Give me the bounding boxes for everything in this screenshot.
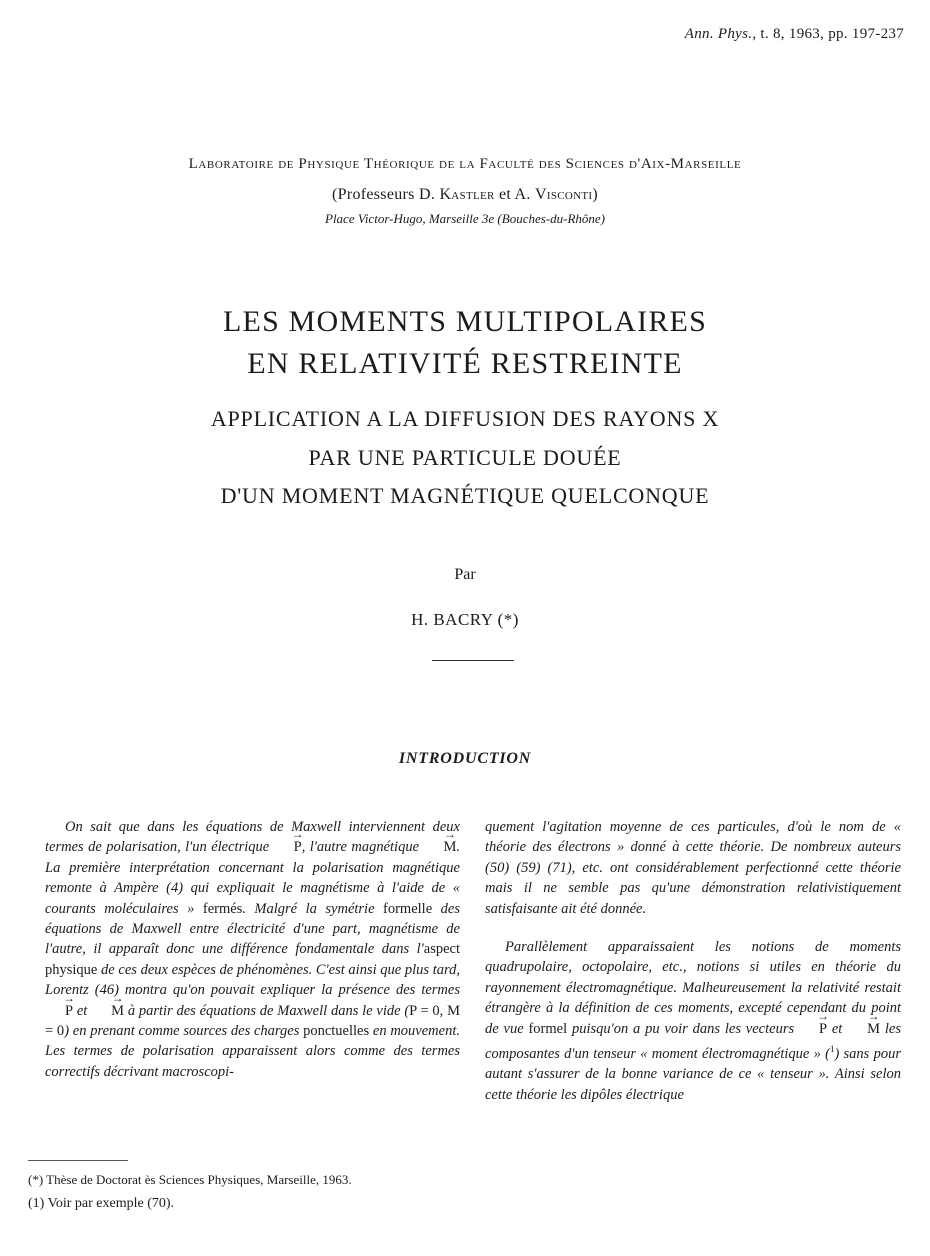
vector-P: → P (274, 837, 302, 857)
text-run: ) en prenant comme sources des charges (64, 1023, 304, 1040)
text-run: ) sans pour autant s'assurer de la bonne variance de ce « tenseur ». Ainsi selon cette théorie les dipôles électrique (485, 1045, 901, 1103)
text-run: Parallèlement apparaissaient les notions de moments quadrupolaire, octopolaire, etc., notions si utiles en théorie du rayonnement électromagnétique. Malheureusement la relativité restait étrangère à la définition de ces moments, excepté cependant du point de vue (485, 939, 901, 1037)
footnote-separator (28, 1160, 128, 1161)
title-separator (432, 660, 514, 661)
text-run: et (73, 1002, 92, 1019)
text-run: formelle (383, 900, 433, 917)
text-run: de ces deux espèces de phénomènes. C'est ainsi que plus tard, Lorentz (46) montra qu'on pouvait expliquer la présence des termes (45, 961, 460, 999)
title-line-1: LES MOMENTS MULTIPOLAIRES (223, 305, 707, 338)
text-run: , l'autre magnétique (301, 839, 424, 856)
body-column-right (485, 817, 901, 1105)
text-run: fermés (202, 900, 243, 917)
professor-kastler: Kastler (439, 186, 495, 203)
byline-par: Par (454, 566, 476, 583)
paragraph (45, 817, 460, 1082)
title-line-2: EN RELATIVITÉ RESTREINTE (247, 347, 683, 380)
vector-M: → M (847, 1019, 880, 1039)
text-run: les composantes d'un tenseur « moment électromagnétique » ( (485, 1020, 901, 1062)
vector-M: → M (91, 1001, 124, 1021)
professors-prefix: (Professeurs D. (332, 186, 440, 203)
laboratory-name: Laboratoire de Physique Théorique de la Faculté des Sciences d'Aix-Marseille (188, 156, 742, 172)
footnote-thesis: (*) Thèse de Doctorat ès Sciences Physiques, Marseille, 1963. (28, 1172, 352, 1187)
journal-name: Ann. Phys. (684, 26, 753, 42)
text-run: des équations de Maxwell entre électricité d'une part, magnétisme de l'autre, il apparaît donc une différence fondamentale dans l' (45, 900, 460, 958)
body-column-left (45, 817, 460, 1082)
footnote-ref[interactable]: 1 (829, 1044, 835, 1055)
text-run: et (827, 1020, 848, 1037)
professors-suffix: ) (592, 186, 598, 203)
text-run: . Malgré la symétrie (242, 900, 384, 917)
text-run: en mouvement. Les termes de polarisation apparaissent alors comme des termes correctifs décrivant macroscopi- (45, 1023, 460, 1080)
paragraph (485, 937, 901, 1105)
subtitle-line-3: D'UN MOMENT MAGNÉTIQUE QUELCONQUE (220, 483, 710, 508)
vector-P: → P (45, 1001, 73, 1021)
text-run: à partir des équations de Maxwell dans le vide ( (124, 1002, 410, 1019)
text-run: formel (528, 1020, 568, 1037)
section-heading: INTRODUCTION (398, 750, 532, 767)
equation: P = 0, M = 0 (45, 1002, 460, 1040)
professors-mid: et A. (494, 186, 535, 203)
text-run: ponctuelles (303, 1023, 370, 1040)
professor-visconti: Visconti (535, 186, 593, 203)
footnote-1: (1) Voir par exemple (70). (28, 1196, 175, 1211)
laboratory-address: Place Victor-Hugo, Marseille 3e (Bouches-du-Rhône) (325, 211, 605, 226)
text-run: . La première interprétation concernant la polarisation magnétique remonte à Ampère (4) qui expliquait le magnétisme à l'aide de « courants moléculaires » (45, 839, 460, 917)
vector-M: → M (423, 837, 456, 857)
author-name: H. BACRY (*) (411, 610, 519, 629)
text-run: aspect physique (45, 941, 460, 978)
journal-volume-pages: , t. 8, 1963, pp. 197-237 (752, 26, 904, 42)
subtitle-line-2: PAR UNE PARTICULE DOUÉE (308, 445, 622, 470)
subtitle-line-1: APPLICATION A LA DIFFUSION DES RAYONS X (210, 406, 720, 431)
journal-reference (685, 26, 904, 43)
paragraph: quement l'agitation moyenne de ces particules, d'où le nom de « théorie des électrons » donné à cette théorie. De nombreux auteurs (50) (59) (71), etc. ont considérablement perfectionné cette théorie mais il ne semble pas qu'une démonstration relativistiquement satisfaisante ait été donnée. (485, 819, 901, 917)
vector-P: → P (799, 1019, 827, 1039)
professors-line (0, 186, 930, 204)
text-run: puisqu'on a pu voir dans les vecteurs (567, 1020, 799, 1037)
text-run: On sait que dans les équations de Maxwell interviennent deux termes de polarisation, l'un électrique (45, 819, 460, 856)
